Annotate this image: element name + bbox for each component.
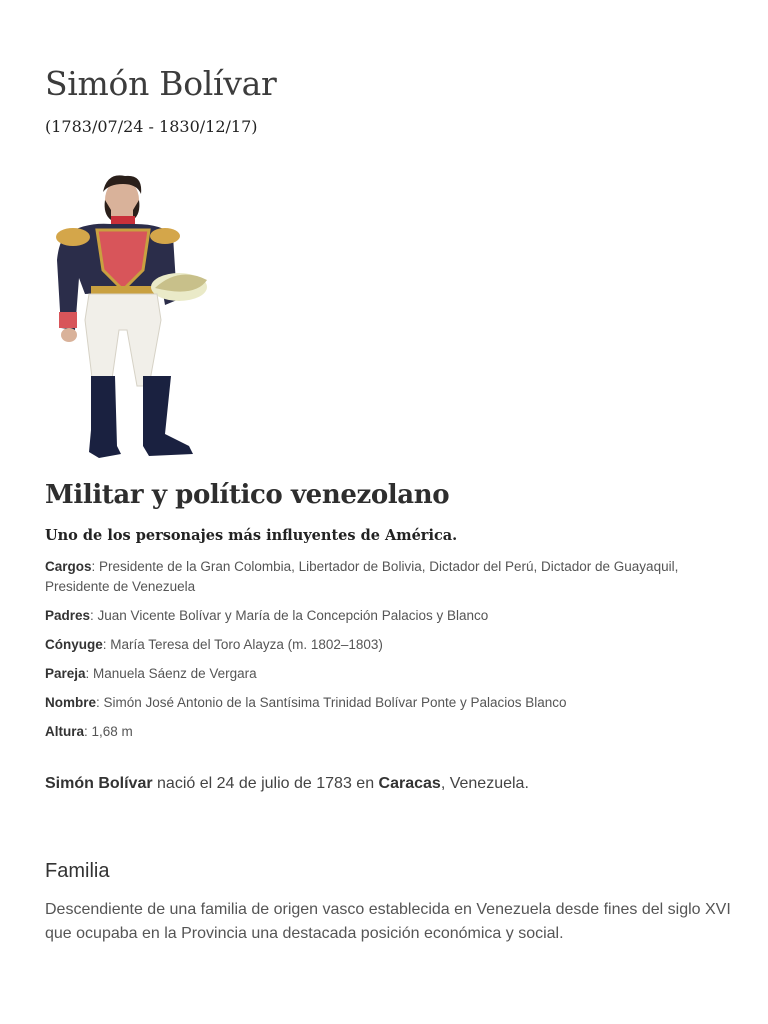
section-title-familia: Familia xyxy=(45,860,110,882)
facts-list xyxy=(45,557,725,751)
fact-label: Cónyuge xyxy=(45,637,103,652)
section-body-familia: Descendiente de una familia de origen vasco establecida en Venezuela desde fines del siglo XVI que ocupaba en la Provincia una destacada posición económica y social. xyxy=(45,901,731,942)
fact-label: Cargos xyxy=(45,559,92,574)
birth-sentence xyxy=(45,775,529,793)
fact-nombre xyxy=(45,693,725,713)
fact-value: : Manuela Sáenz de Vergara xyxy=(85,666,257,681)
fact-cargos xyxy=(45,557,725,597)
fact-pareja xyxy=(45,664,725,684)
born-middle: nació el 24 de julio de 1783 en xyxy=(152,775,379,792)
fact-label: Padres xyxy=(45,608,91,623)
fact-label: Pareja xyxy=(45,666,86,681)
fact-altura xyxy=(45,722,725,742)
fact-value: : Simón José Antonio de la Santísima Trinidad Bolívar Ponte y Palacios Blanco xyxy=(96,695,567,710)
fact-value: : Presidente de la Gran Colombia, Libertador de Bolivia, Dictador del Perú, Dictador de Guayaquil, Presidente de Venezuela xyxy=(45,559,679,594)
fact-conyuge xyxy=(45,635,725,655)
fact-padres xyxy=(45,606,725,626)
fact-value: : Juan Vicente Bolívar y María de la Concepción Palacios y Blanco xyxy=(90,608,489,623)
page-title: Simón Bolívar xyxy=(45,64,277,103)
fact-label: Altura xyxy=(45,724,85,739)
life-dates: (1783/07/24 - 1830/12/17) xyxy=(45,117,258,136)
fact-label: Nombre xyxy=(45,695,97,710)
subheadline: Uno de los personajes más influyentes de América. xyxy=(45,527,458,544)
born-end: , Venezuela. xyxy=(440,775,529,792)
fact-value: : María Teresa del Toro Alayza (m. 1802–1803) xyxy=(102,637,383,652)
fact-value: : 1,68 m xyxy=(84,724,133,739)
born-name: Simón Bolívar xyxy=(45,775,153,792)
born-city: Caracas xyxy=(378,775,441,792)
headline: Militar y político venezolano xyxy=(45,480,450,510)
portrait-image xyxy=(45,170,215,465)
